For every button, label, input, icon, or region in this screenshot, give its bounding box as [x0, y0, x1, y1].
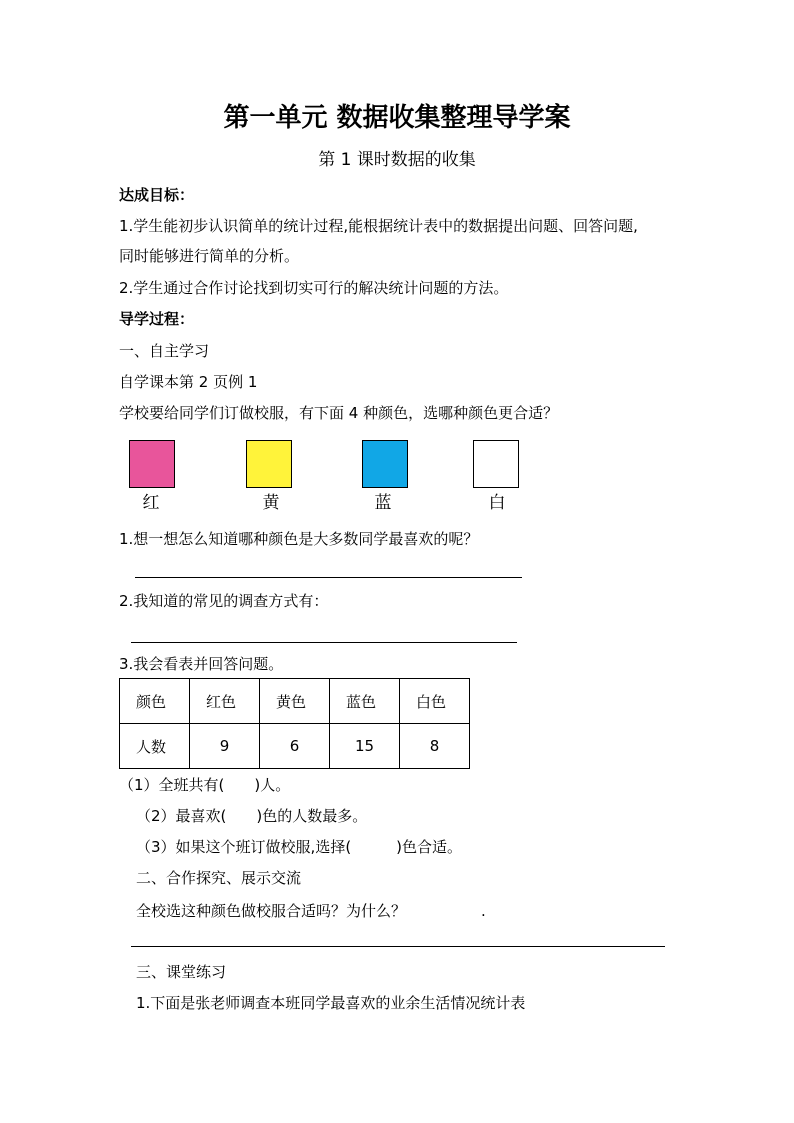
- discussion-dot: .: [481, 902, 486, 920]
- red-label: 红: [142, 493, 160, 513]
- table-cell: 白色: [400, 679, 470, 724]
- white-swatch: [473, 440, 519, 488]
- table-cell: 15: [330, 724, 400, 769]
- table-cell: 8: [400, 724, 470, 769]
- table-cell: 颜色: [120, 679, 190, 724]
- red-swatch: [129, 440, 175, 488]
- table-cell: 6: [260, 724, 330, 769]
- answer-line-1[interactable]: [135, 577, 522, 578]
- question-3: 3.我会看表并回答问题。: [119, 655, 284, 673]
- sub-question-1: （1）全班共有( )人。: [119, 776, 291, 794]
- table-cell: 蓝色: [330, 679, 400, 724]
- blue-label: 蓝: [374, 493, 392, 513]
- blue-swatch: [362, 440, 408, 488]
- discussion-question: 全校选这种颜色做校服合适吗？为什么？: [136, 902, 407, 920]
- section-2-heading: 二、合作探究、展示交流: [136, 869, 302, 887]
- goal-2: 2.学生通过合作讨论找到切实可行的解决统计问题的方法。: [119, 279, 509, 297]
- question-1: 1.想一想怎么知道哪种颜色是大多数同学最喜欢的呢？: [119, 530, 479, 548]
- table-row: [120, 724, 470, 769]
- question-2: 2.我知道的常见的调查方式有：: [119, 592, 329, 610]
- white-label: 白: [488, 493, 506, 513]
- table-cell: 红色: [190, 679, 260, 724]
- page-title: 第一单元 数据收集整理导学案: [223, 103, 571, 133]
- process-heading: 导学过程：: [119, 310, 195, 328]
- goals-heading: 达成目标：: [119, 186, 195, 204]
- table-cell: 9: [190, 724, 260, 769]
- question-intro: 学校要给同学们订做校服，有下面 4 种颜色，选哪种颜色更合适？: [119, 404, 559, 422]
- section-3-heading: 三、课堂练习: [136, 963, 227, 981]
- answer-line-3[interactable]: [131, 946, 665, 947]
- sub-question-3: （3）如果这个班订做校服,选择( )色合适。: [136, 838, 463, 856]
- lesson-subtitle: 第 1 课时数据的收集: [318, 150, 476, 170]
- table-cell: 人数: [120, 724, 190, 769]
- yellow-swatch: [246, 440, 292, 488]
- exercise-1: 1.下面是张老师调查本班同学最喜欢的业余生活情况统计表: [136, 994, 526, 1012]
- answer-line-2[interactable]: [131, 642, 517, 643]
- goal-1-line-2: 同时能够进行简单的分析。: [119, 247, 300, 265]
- self-study-text: 自学课本第 2 页例 1: [119, 373, 258, 391]
- goal-1-line-1: 1.学生能初步认识简单的统计过程,能根据统计表中的数据提出问题、回答问题,: [119, 217, 638, 235]
- table-header-row: [120, 679, 470, 724]
- section-1-heading: 一、自主学习: [119, 342, 210, 360]
- yellow-label: 黄: [262, 493, 280, 513]
- color-count-table: [119, 678, 470, 769]
- table-cell: 黄色: [260, 679, 330, 724]
- sub-question-2: （2）最喜欢( )色的人数最多。: [136, 807, 368, 825]
